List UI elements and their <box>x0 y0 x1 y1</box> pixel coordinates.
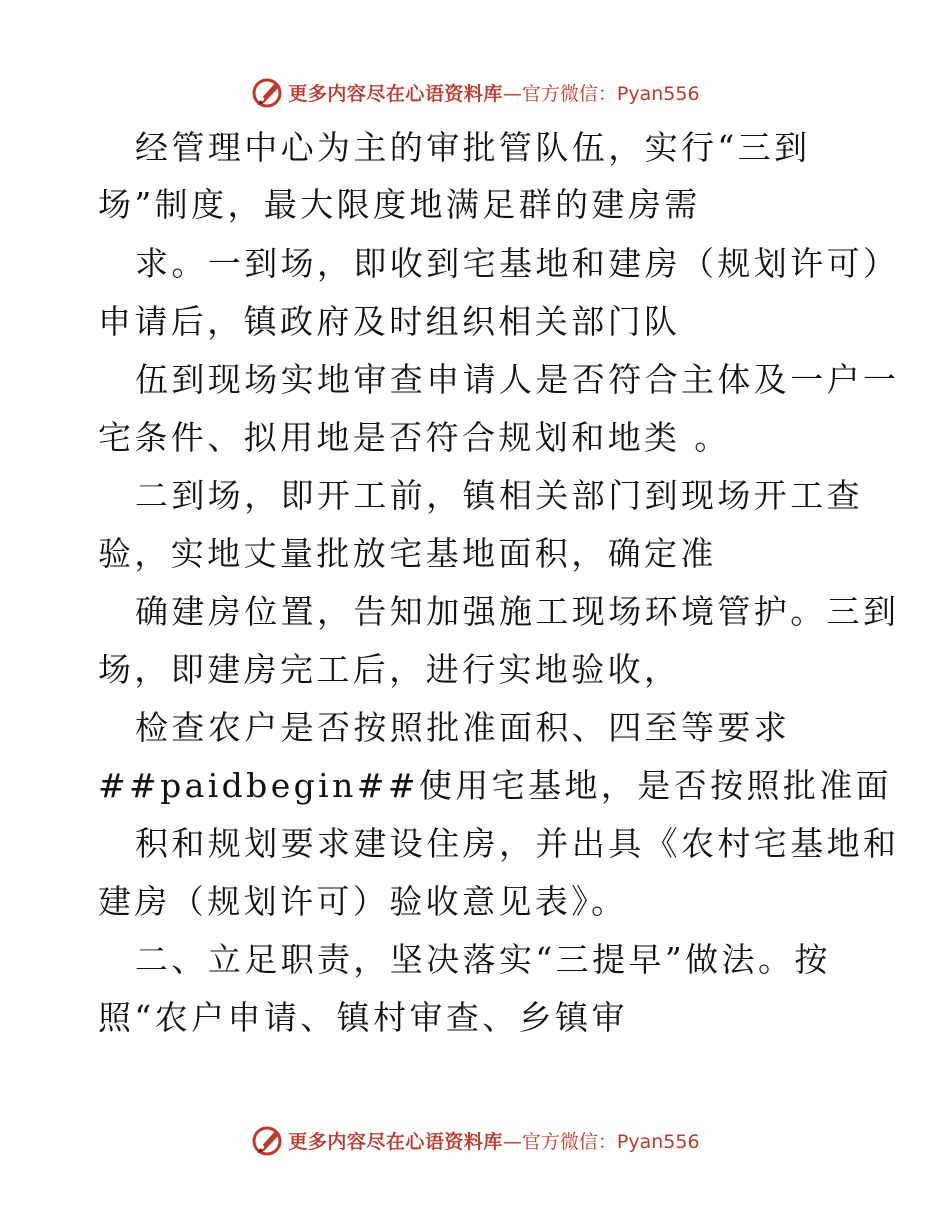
text-line: 经管理中心为主的审批管队伍，实行“三到 <box>135 128 811 167</box>
pen-logo-icon <box>250 1122 286 1158</box>
banner-brand-text: 更多内容尽在心语资料库 <box>288 1130 503 1153</box>
text-line: 场，即建房完工后，进行实地验收， <box>98 650 681 689</box>
text-line: 宅条件、拟用地是否符合规划和地类 。 <box>98 418 731 457</box>
text-line: 检查农户是否按照批准面积、四至等要求 <box>135 708 791 747</box>
banner-brand-text: 更多内容尽在心语资料库 <box>288 82 503 105</box>
text-line: 验，实地丈量批放宅基地面积，确定准 <box>98 534 717 573</box>
text-line: 建房（规划许可）验收意见表》。 <box>98 882 628 921</box>
banner-contact-text: —官方微信：Pyan556 <box>502 1130 700 1153</box>
pen-logo-icon <box>250 74 286 110</box>
text-line: 照“农户申请、镇村审查、乡镇审 <box>98 998 628 1037</box>
text-line: 确建房位置，告知加强施工现场环境管护。三到 <box>135 592 900 631</box>
banner-contact-text: —官方微信：Pyan556 <box>502 82 700 105</box>
text-line: 场”制度，最大限度地满足群的建房需 <box>98 185 701 224</box>
text-line: ##paidbegin##使用宅基地，是否按照批准面 <box>98 766 893 805</box>
text-line: 申请后，镇政府及时组织相关部门队 <box>98 302 681 341</box>
text-line: 积和规划要求建设住房，并出具《农村宅基地和 <box>135 824 900 863</box>
header-banner <box>0 70 950 114</box>
text-line: 求。一到场，即收到宅基地和建房（规划许可） <box>135 244 900 283</box>
footer-banner <box>0 1118 950 1162</box>
text-line: 伍到现场实地审查申请人是否符合主体及一户一 <box>135 360 900 399</box>
text-line: 二、立足职责，坚决落实“三提早”做法。按 <box>135 940 831 979</box>
text-line: 二到场，即开工前，镇相关部门到现场开工查 <box>135 476 863 515</box>
